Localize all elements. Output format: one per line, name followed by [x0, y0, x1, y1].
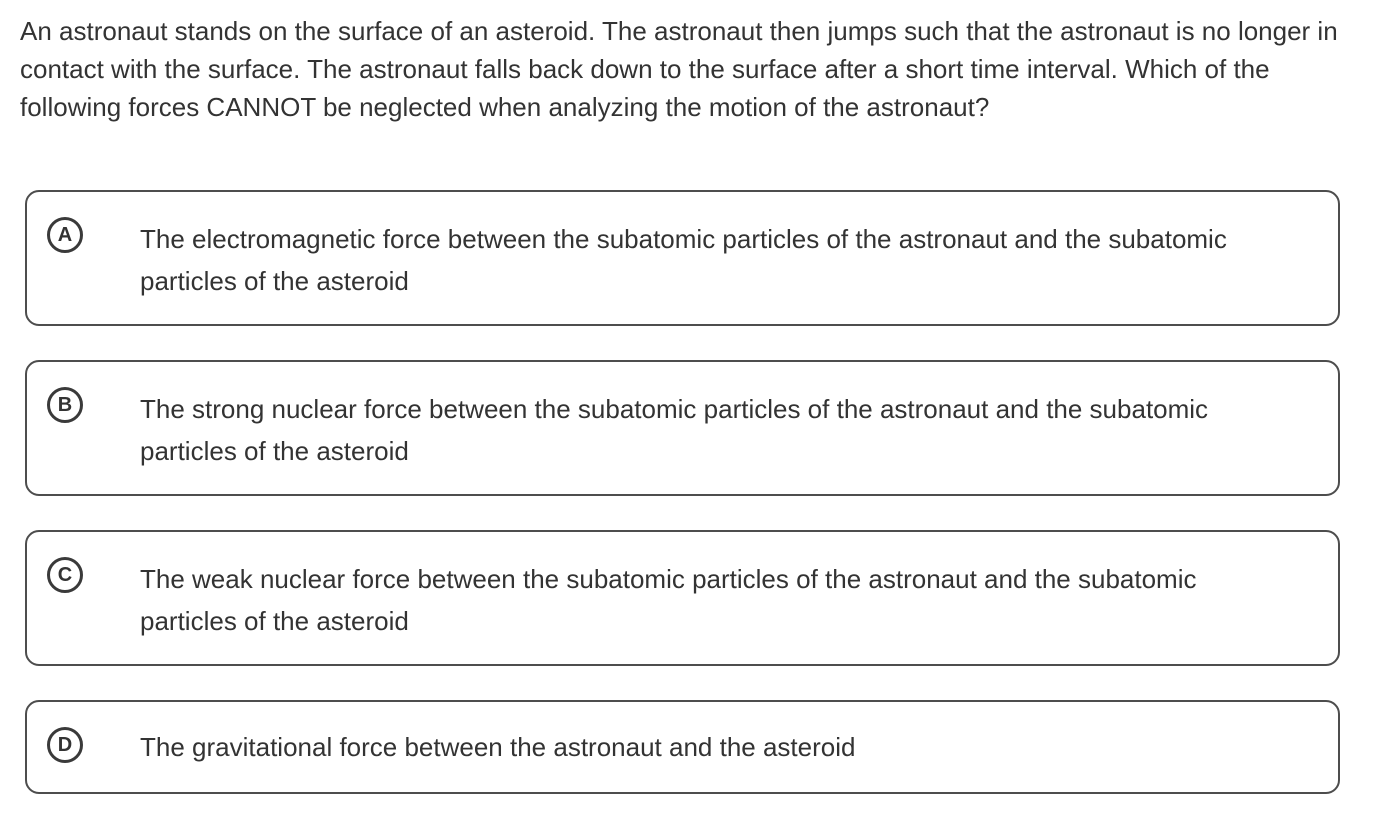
choice-a-text: The electromagnetic force between the subatomic particles of the astronaut and the subatomic particles of the asteroid [140, 224, 1227, 296]
choice-letter-a-badge: A [47, 217, 83, 253]
choice-b-text: The strong nuclear force between the subatomic particles of the astronaut and the subatomic particles of the asteroid [140, 394, 1209, 466]
question-stem: An astronaut stands on the surface of an asteroid. The astronaut then jumps such that the astronaut is no longer in contact with the surface. The astronaut falls back down to the surface after a short time interval. Which of the following forces CANNOT be neglected when analyzing the motion of the astronaut? [20, 16, 1338, 122]
choice-letter-d-badge: D [47, 727, 83, 763]
choice-letter-b-badge: B [47, 387, 83, 423]
choice-d-text: The gravitational force between the astronaut and the asteroid [140, 732, 856, 762]
answer-choice-d[interactable] [25, 700, 1340, 794]
answer-choice-c[interactable] [25, 530, 1340, 666]
answer-choice-a[interactable] [25, 190, 1340, 326]
answer-choice-b[interactable] [25, 360, 1340, 496]
choice-c-text: The weak nuclear force between the subatomic particles of the astronaut and the subatomic particles of the asteroid [140, 564, 1197, 636]
choice-letter-c-badge: C [47, 557, 83, 593]
